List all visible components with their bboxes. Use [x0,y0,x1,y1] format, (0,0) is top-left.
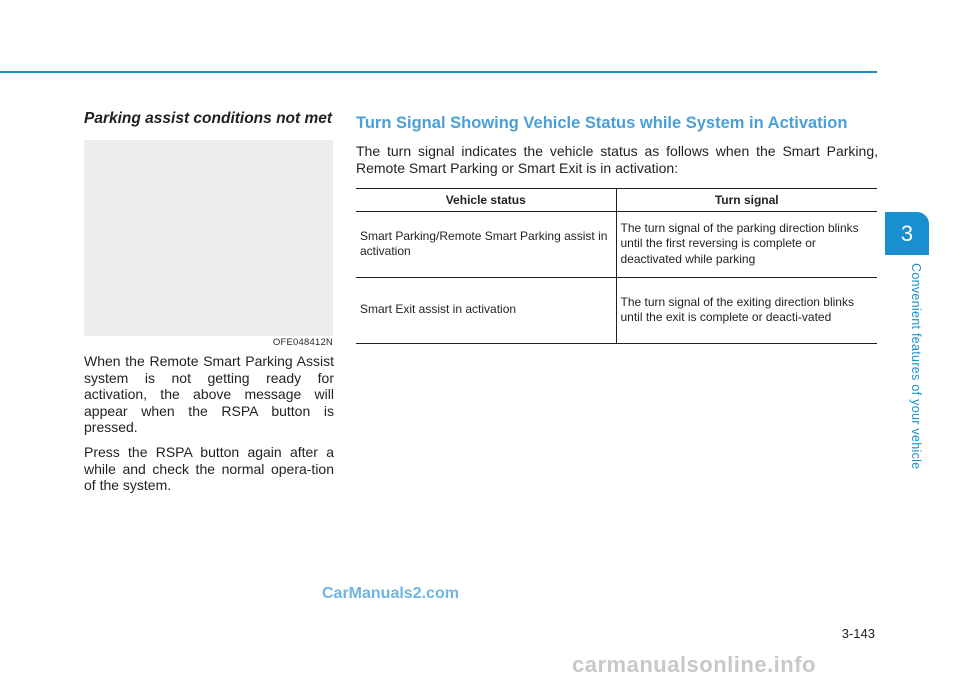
header-turn-signal: Turn signal [616,188,877,211]
header-vehicle-status: Vehicle status [356,188,616,211]
body-paragraph-2: Press the RSPA button again after a while and check the normal opera-tion of the system. [84,443,334,494]
left-column [84,110,334,494]
watermark-footer: carmanualsonline.info [572,652,816,677]
section-heading: Parking assist conditions not met [84,110,333,127]
table-cell-status: Smart Exit assist in activation [356,277,616,343]
table-cell-signal: The turn signal of the parking direction blinks until the first reversing is complete or deactivated while parking [616,211,877,277]
chapter-tab: 3 [885,212,929,255]
vehicle-status-table [356,188,877,344]
table-cell-status: Smart Parking/Remote Smart Parking assist in activation [356,211,616,277]
page-number: 3-143 [841,626,875,641]
figure-code: OFE048412N [272,337,333,348]
intro-paragraph: The turn signal indicates the vehicle status as follows when the Smart Parking, Remote Smart Parking or Smart Exit is in activation: [356,143,878,176]
header-rule [0,71,877,73]
watermark-link[interactable]: CarManuals2.com [322,585,459,602]
body-paragraph-1: When the Remote Smart Parking Assist system is not getting ready for activation, the above message will appear when the RSPA button is pressed. [84,353,334,436]
table-header-row [356,188,877,211]
table-cell-signal: The turn signal of the exiting direction blinks until the exit is complete or deacti-vated [616,277,877,343]
figure-placeholder [84,140,333,336]
table-row [356,277,877,343]
table-heading: Turn Signal Showing Vehicle Status while System in Activation [356,114,848,132]
chapter-title: Convenient features of your vehicle [909,263,923,470]
right-column [356,110,878,344]
table-row [356,211,877,277]
